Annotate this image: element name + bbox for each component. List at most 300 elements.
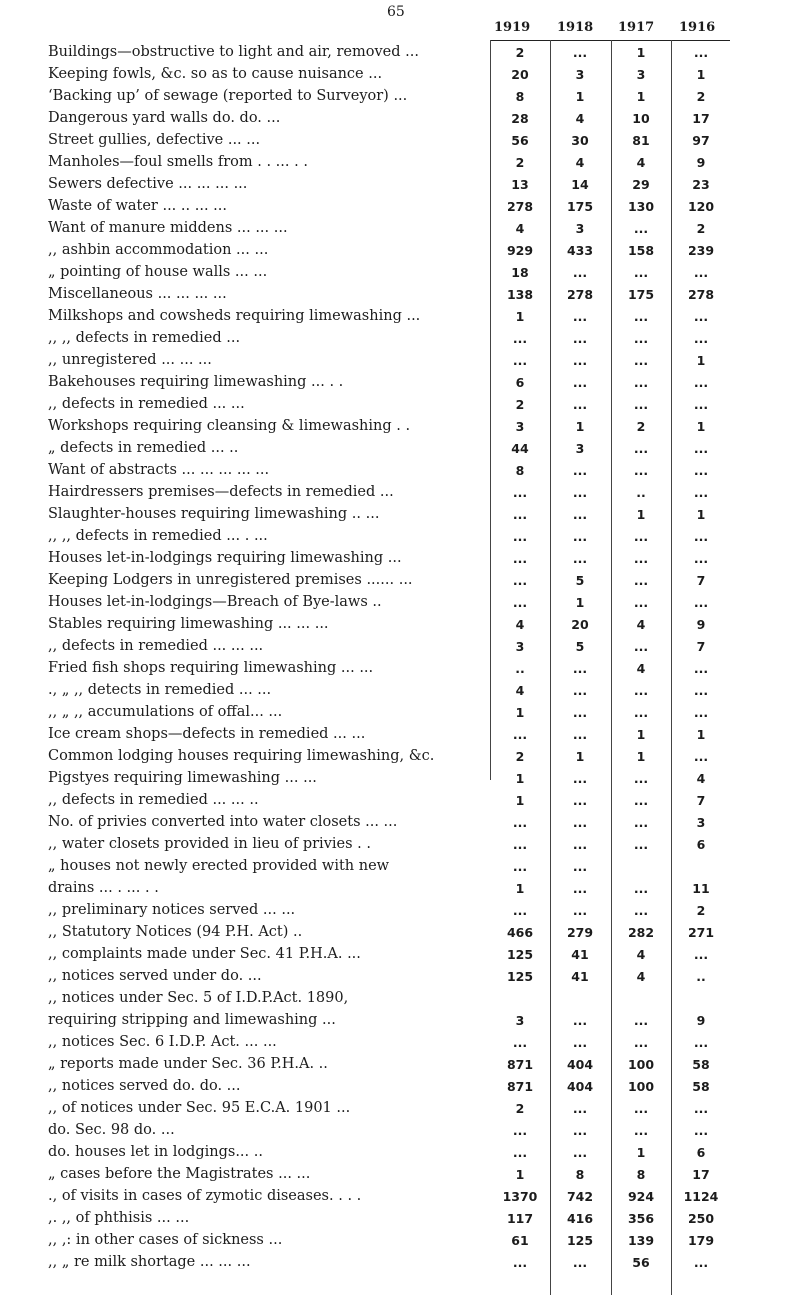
cell-1918: ... [572,815,588,830]
cell-1917: 1 [636,89,646,104]
cell-1916: 271 [687,925,715,940]
table-row [0,1098,800,1120]
row-label: Dangerous yard walls do. do. ... [48,110,281,126]
cell-1918: ... [572,903,588,918]
cell-1919: ... [512,551,528,566]
cell-1916: 23 [692,177,710,192]
cell-1916: ... [693,705,709,720]
row-label: ,, notices served do. do. ... [48,1078,241,1094]
cell-1917: ... [633,1013,649,1028]
row-label: No. of privies converted into water closets ... ... [48,814,398,830]
cell-1917: ... [633,1123,649,1138]
cell-1919: 466 [506,925,534,940]
table-row [0,1120,800,1142]
row-label: ., of visits in cases of zymotic diseases. . . . [48,1188,362,1204]
row-label: Houses let-in-lodgings requiring limewashing ... [48,550,402,566]
cell-1917: 139 [627,1233,655,1248]
cell-1918: 8 [575,1167,585,1182]
cell-1916: ... [693,441,709,456]
row-label: ,, Statutory Notices (94 P.H. Act) .. [48,924,303,940]
cell-1919: 44 [511,441,529,456]
cell-1918: 41 [571,969,589,984]
table-row [0,152,800,174]
table-row [0,438,800,460]
cell-1918: ... [572,397,588,412]
cell-1916: 1 [696,353,706,368]
cell-1916: 97 [692,133,710,148]
row-label: Common lodging houses requiring limewashing, &c. [48,748,435,764]
cell-1917: 100 [627,1079,655,1094]
row-label: Manholes—foul smells from . . ... . . [48,154,308,170]
cell-1917: 282 [627,925,655,940]
table-row [0,1208,800,1230]
cell-1916: 6 [696,1145,706,1160]
row-label: Buildings—obstructive to light and air, removed ... [48,44,419,60]
cell-1917: 158 [627,243,655,258]
row-label: requiring stripping and limewashing ... [48,1012,336,1028]
cell-1918: ... [572,771,588,786]
cell-1919: 2 [515,749,525,764]
cell-1917: ... [633,771,649,786]
table-row [0,636,800,658]
table-row [0,328,800,350]
cell-1919: ... [512,859,528,874]
cell-1919: 13 [511,177,529,192]
cell-1917: 10 [632,111,650,126]
cell-1916: 9 [696,617,706,632]
row-label: ,, of notices under Sec. 95 E.C.A. 1901 ... [48,1100,351,1116]
cell-1919: 4 [515,617,525,632]
cell-1918: 3 [575,67,585,82]
cell-1917: ... [633,639,649,654]
cell-1916: ... [693,375,709,390]
row-label: Keeping fowls, &c. so as to cause nuisance ... [48,66,383,82]
cell-1917: 4 [636,617,646,632]
cell-1918: ... [572,309,588,324]
table-row [0,724,800,746]
cell-1919: ... [512,1123,528,1138]
cell-1916: 9 [696,1013,706,1028]
cell-1917: ... [633,331,649,346]
cell-1916: 3 [696,815,706,830]
cell-1916: ... [693,1255,709,1270]
cell-1919: 4 [515,683,525,698]
table-row [0,416,800,438]
cell-1917: 4 [636,155,646,170]
row-label: „ defects in remedied ... .. [48,440,239,456]
cell-1916: ... [693,595,709,610]
table-row [0,196,800,218]
cell-1916: 1124 [683,1189,719,1204]
table-row [0,1032,800,1054]
cell-1919: 18 [511,265,529,280]
cell-1917: ... [633,375,649,390]
cell-1918: ... [572,265,588,280]
cell-1918: 41 [571,947,589,962]
cell-1917: ... [633,903,649,918]
cell-1917: ... [633,595,649,610]
cell-1917: .. [636,485,646,500]
cell-1919: 871 [506,1079,534,1094]
table-row [0,592,800,614]
cell-1918: ... [572,837,588,852]
cell-1918: ... [572,705,588,720]
cell-1919: 1 [515,705,525,720]
cell-1919: ... [512,485,528,500]
row-label: Stables requiring limewashing ... ... ... [48,616,329,632]
cell-1919: ... [512,815,528,830]
row-label: ,, „ ,, accumulations of offal... ... [48,704,283,720]
cell-1919: 138 [506,287,534,302]
cell-1918: 416 [566,1211,594,1226]
cell-1917: ... [633,881,649,896]
cell-1918: ... [572,661,588,676]
table-row [0,1230,800,1252]
cell-1918: 1 [575,749,585,764]
table-row [0,1252,800,1274]
row-label: ,, ,, defects in remedied ... . ... [48,528,268,544]
cell-1919: 61 [511,1233,529,1248]
cell-1916: 7 [696,639,706,654]
cell-1917: 56 [632,1255,650,1270]
cell-1919: 3 [515,639,525,654]
cell-1918: ... [572,485,588,500]
cell-1919: 2 [515,45,525,60]
table-row [0,790,800,812]
row-label: Street gullies, defective ... ... [48,132,261,148]
cell-1918: ... [572,1035,588,1050]
cell-1916: 7 [696,573,706,588]
cell-1917: ... [633,221,649,236]
cell-1917: 1 [636,45,646,60]
cell-1918: ... [572,507,588,522]
table-row [0,306,800,328]
cell-1917: ... [633,397,649,412]
cell-1918: ... [572,859,588,874]
cell-1918: ... [572,529,588,544]
row-label: do. houses let in lodgings... .. [48,1144,263,1160]
row-label: ,, defects in remedied ... ... [48,396,245,412]
cell-1917: ... [633,309,649,324]
cell-1916: ... [693,529,709,544]
table-row [0,42,800,64]
row-label: ,, water closets provided in lieu of privies . . [48,836,371,852]
table-row [0,284,800,306]
cell-1917: 8 [636,1167,646,1182]
cell-1918: ... [572,793,588,808]
cell-1916: 6 [696,837,706,852]
cell-1917: ... [633,529,649,544]
table-row [0,130,800,152]
cell-1918: 3 [575,441,585,456]
cell-1918: 14 [571,177,589,192]
row-label: ,, preliminary notices served ... ... [48,902,296,918]
cell-1916: ... [693,1035,709,1050]
cell-1916: ... [693,551,709,566]
cell-1918: ... [572,727,588,742]
table-row [0,1142,800,1164]
cell-1918: 4 [575,155,585,170]
cell-1916: .. [696,969,706,984]
header-rule [490,40,730,41]
cell-1918: ... [572,353,588,368]
cell-1917: 4 [636,969,646,984]
cell-1916: 17 [692,1167,710,1182]
cell-1917: 1 [636,507,646,522]
table-row [0,262,800,284]
cell-1916: 120 [687,199,715,214]
cell-1917: 130 [627,199,655,214]
row-label: ., „ ,, detects in remedied ... ... [48,682,272,698]
cell-1917: ... [633,793,649,808]
cell-1918: 742 [566,1189,594,1204]
row-label: Milkshops and cowsheds requiring limewashing ... [48,308,421,324]
cell-1919: 929 [506,243,534,258]
cell-1919: 1 [515,793,525,808]
cell-1916: ... [693,683,709,698]
cell-1919: .. [515,661,525,676]
cell-1919: 8 [515,89,525,104]
cell-1918: 404 [566,1079,594,1094]
row-label: Waste of water ... .. ... ... [48,198,227,214]
row-label: Keeping Lodgers in unregistered premises ...... ... [48,572,413,588]
cell-1919: 3 [515,419,525,434]
cell-1919: 20 [511,67,529,82]
cell-1918: 20 [571,617,589,632]
table-row [0,1164,800,1186]
row-label: Miscellaneous ... ... ... ... [48,286,227,302]
cell-1916: ... [693,947,709,962]
row-label: Want of abstracts ... ... ... ... ... [48,462,270,478]
cell-1916: ... [693,397,709,412]
row-label: ,, ,, defects in remedied ... [48,330,241,346]
row-label: Fried fish shops requiring limewashing ... ... [48,660,374,676]
row-label: Houses let-in-lodgings—Breach of Bye-laws .. [48,594,382,610]
cell-1919: ... [512,727,528,742]
cell-1916: ... [693,1101,709,1116]
cell-1918: 4 [575,111,585,126]
cell-1918: 125 [566,1233,594,1248]
row-label: „ houses not newly erected provided with new [48,858,390,874]
table-row [0,680,800,702]
table-row [0,460,800,482]
table-row [0,1054,800,1076]
table-row [0,746,800,768]
row-label: Ice cream shops—defects in remedied ... ... [48,726,366,742]
cell-1917: ... [633,683,649,698]
cell-1917: ... [633,1035,649,1050]
cell-1919: 278 [506,199,534,214]
cell-1916: ... [693,661,709,676]
cell-1917: 3 [636,67,646,82]
cell-1919: 28 [511,111,529,126]
cell-1918: 175 [566,199,594,214]
table-row [0,548,800,570]
cell-1919: 1 [515,881,525,896]
cell-1916: ... [693,331,709,346]
column-header-1917: 1917 [618,20,655,35]
cell-1919: 1 [515,1167,525,1182]
table-row [0,988,800,1010]
cell-1916: 58 [692,1057,710,1072]
table-row [0,878,800,900]
table-row [0,174,800,196]
row-label: ,, complaints made under Sec. 41 P.H.A. ... [48,946,361,962]
row-label: „ reports made under Sec. 36 P.H.A. .. [48,1056,328,1072]
table-row [0,1186,800,1208]
cell-1916: ... [693,463,709,478]
cell-1917: ... [633,815,649,830]
row-label: ‘Backing up’ of sewage (reported to Surveyor) ... [48,88,408,104]
cell-1917: 81 [632,133,650,148]
cell-1916: 1 [696,419,706,434]
cell-1916: 179 [687,1233,715,1248]
row-label: Sewers defective ... ... ... ... [48,176,248,192]
table-row [0,658,800,680]
cell-1919: 8 [515,463,525,478]
row-label: ,, unregistered ... ... ... [48,352,212,368]
cell-1919: ... [512,331,528,346]
cell-1919: ... [512,573,528,588]
cell-1919: 125 [506,947,534,962]
cell-1918: ... [572,463,588,478]
cell-1919: 2 [515,397,525,412]
row-label: do. Sec. 98 do. ... [48,1122,175,1138]
cell-1918: ... [572,551,588,566]
cell-1919: 4 [515,221,525,236]
cell-1918: ... [572,375,588,390]
cell-1918: ... [572,331,588,346]
cell-1917: ... [633,353,649,368]
cell-1919: 3 [515,1013,525,1028]
cell-1917: ... [633,837,649,852]
cell-1916: ... [693,485,709,500]
table-row [0,108,800,130]
cell-1917: 100 [627,1057,655,1072]
row-label: „ pointing of house walls ... ... [48,264,268,280]
table-row [0,1076,800,1098]
cell-1918: 30 [571,133,589,148]
table-row [0,240,800,262]
cell-1916: 9 [696,155,706,170]
cell-1919: 2 [515,1101,525,1116]
row-label: ,, notices Sec. 6 I.D.P. Act. ... ... [48,1034,277,1050]
cell-1919: ... [512,529,528,544]
cell-1918: 278 [566,287,594,302]
table-row [0,834,800,856]
cell-1919: 2 [515,155,525,170]
table-row [0,768,800,790]
cell-1919: ... [512,1255,528,1270]
cell-1916: 11 [692,881,710,896]
row-label: ,, „ re milk shortage ... ... ... [48,1254,251,1270]
row-label: Workshops requiring cleansing & limewashing . . [48,418,411,434]
column-header-1916: 1916 [679,20,716,35]
cell-1919: ... [512,507,528,522]
cell-1917: ... [633,441,649,456]
cell-1919: 1370 [502,1189,538,1204]
cell-1916: ... [693,309,709,324]
cell-1919: 1 [515,771,525,786]
cell-1917: ... [633,573,649,588]
cell-1916: ... [693,265,709,280]
cell-1916: 1 [696,507,706,522]
row-label: ,, ,: in other cases of sickness ... [48,1232,283,1248]
cell-1919: 6 [515,375,525,390]
table-row [0,482,800,504]
cell-1919: 1 [515,309,525,324]
table-row [0,86,800,108]
cell-1918: 5 [575,573,585,588]
table-row [0,922,800,944]
cell-1916: ... [693,45,709,60]
cell-1917: 2 [636,419,646,434]
table-row [0,218,800,240]
cell-1918: ... [572,683,588,698]
cell-1916: 1 [696,67,706,82]
cell-1916: 58 [692,1079,710,1094]
cell-1919: ... [512,1035,528,1050]
cell-1918: ... [572,1013,588,1028]
cell-1917: 1 [636,1145,646,1160]
table-row [0,350,800,372]
row-label: ,, notices served under do. ... [48,968,262,984]
cell-1919: ... [512,595,528,610]
row-label: Pigstyes requiring limewashing ... ... [48,770,317,786]
cell-1916: 2 [696,89,706,104]
row-label: Bakehouses requiring limewashing ... . . [48,374,344,390]
cell-1917: 924 [627,1189,655,1204]
cell-1917: ... [633,463,649,478]
cell-1916: 2 [696,903,706,918]
cell-1916: 250 [687,1211,715,1226]
column-header-1919: 1919 [494,20,531,35]
row-label: Slaughter-houses requiring limewashing .. ... [48,506,380,522]
cell-1918: ... [572,1123,588,1138]
table-row [0,856,800,878]
cell-1916: ... [693,1123,709,1138]
row-label: Want of manure middens ... ... ... [48,220,288,236]
cell-1917: ... [633,265,649,280]
cell-1916: 2 [696,221,706,236]
cell-1917: 175 [627,287,655,302]
table-row [0,614,800,636]
table-row [0,900,800,922]
cell-1917: ... [633,705,649,720]
cell-1917: ... [633,551,649,566]
page-number: 65 [387,4,405,20]
table-row [0,526,800,548]
cell-1919: 125 [506,969,534,984]
cell-1918: 404 [566,1057,594,1072]
cell-1916: 1 [696,727,706,742]
cell-1919: 56 [511,133,529,148]
cell-1918: ... [572,1101,588,1116]
cell-1919: ... [512,353,528,368]
cell-1917: ... [633,1101,649,1116]
table-row [0,372,800,394]
table-row [0,570,800,592]
cell-1917: 356 [627,1211,655,1226]
cell-1918: 433 [566,243,594,258]
row-label: ,, defects in remedied ... ... ... [48,638,264,654]
table-row [0,966,800,988]
cell-1918: 5 [575,639,585,654]
cell-1916: 17 [692,111,710,126]
cell-1917: 4 [636,947,646,962]
cell-1918: ... [572,881,588,896]
column-header-1918: 1918 [557,20,594,35]
